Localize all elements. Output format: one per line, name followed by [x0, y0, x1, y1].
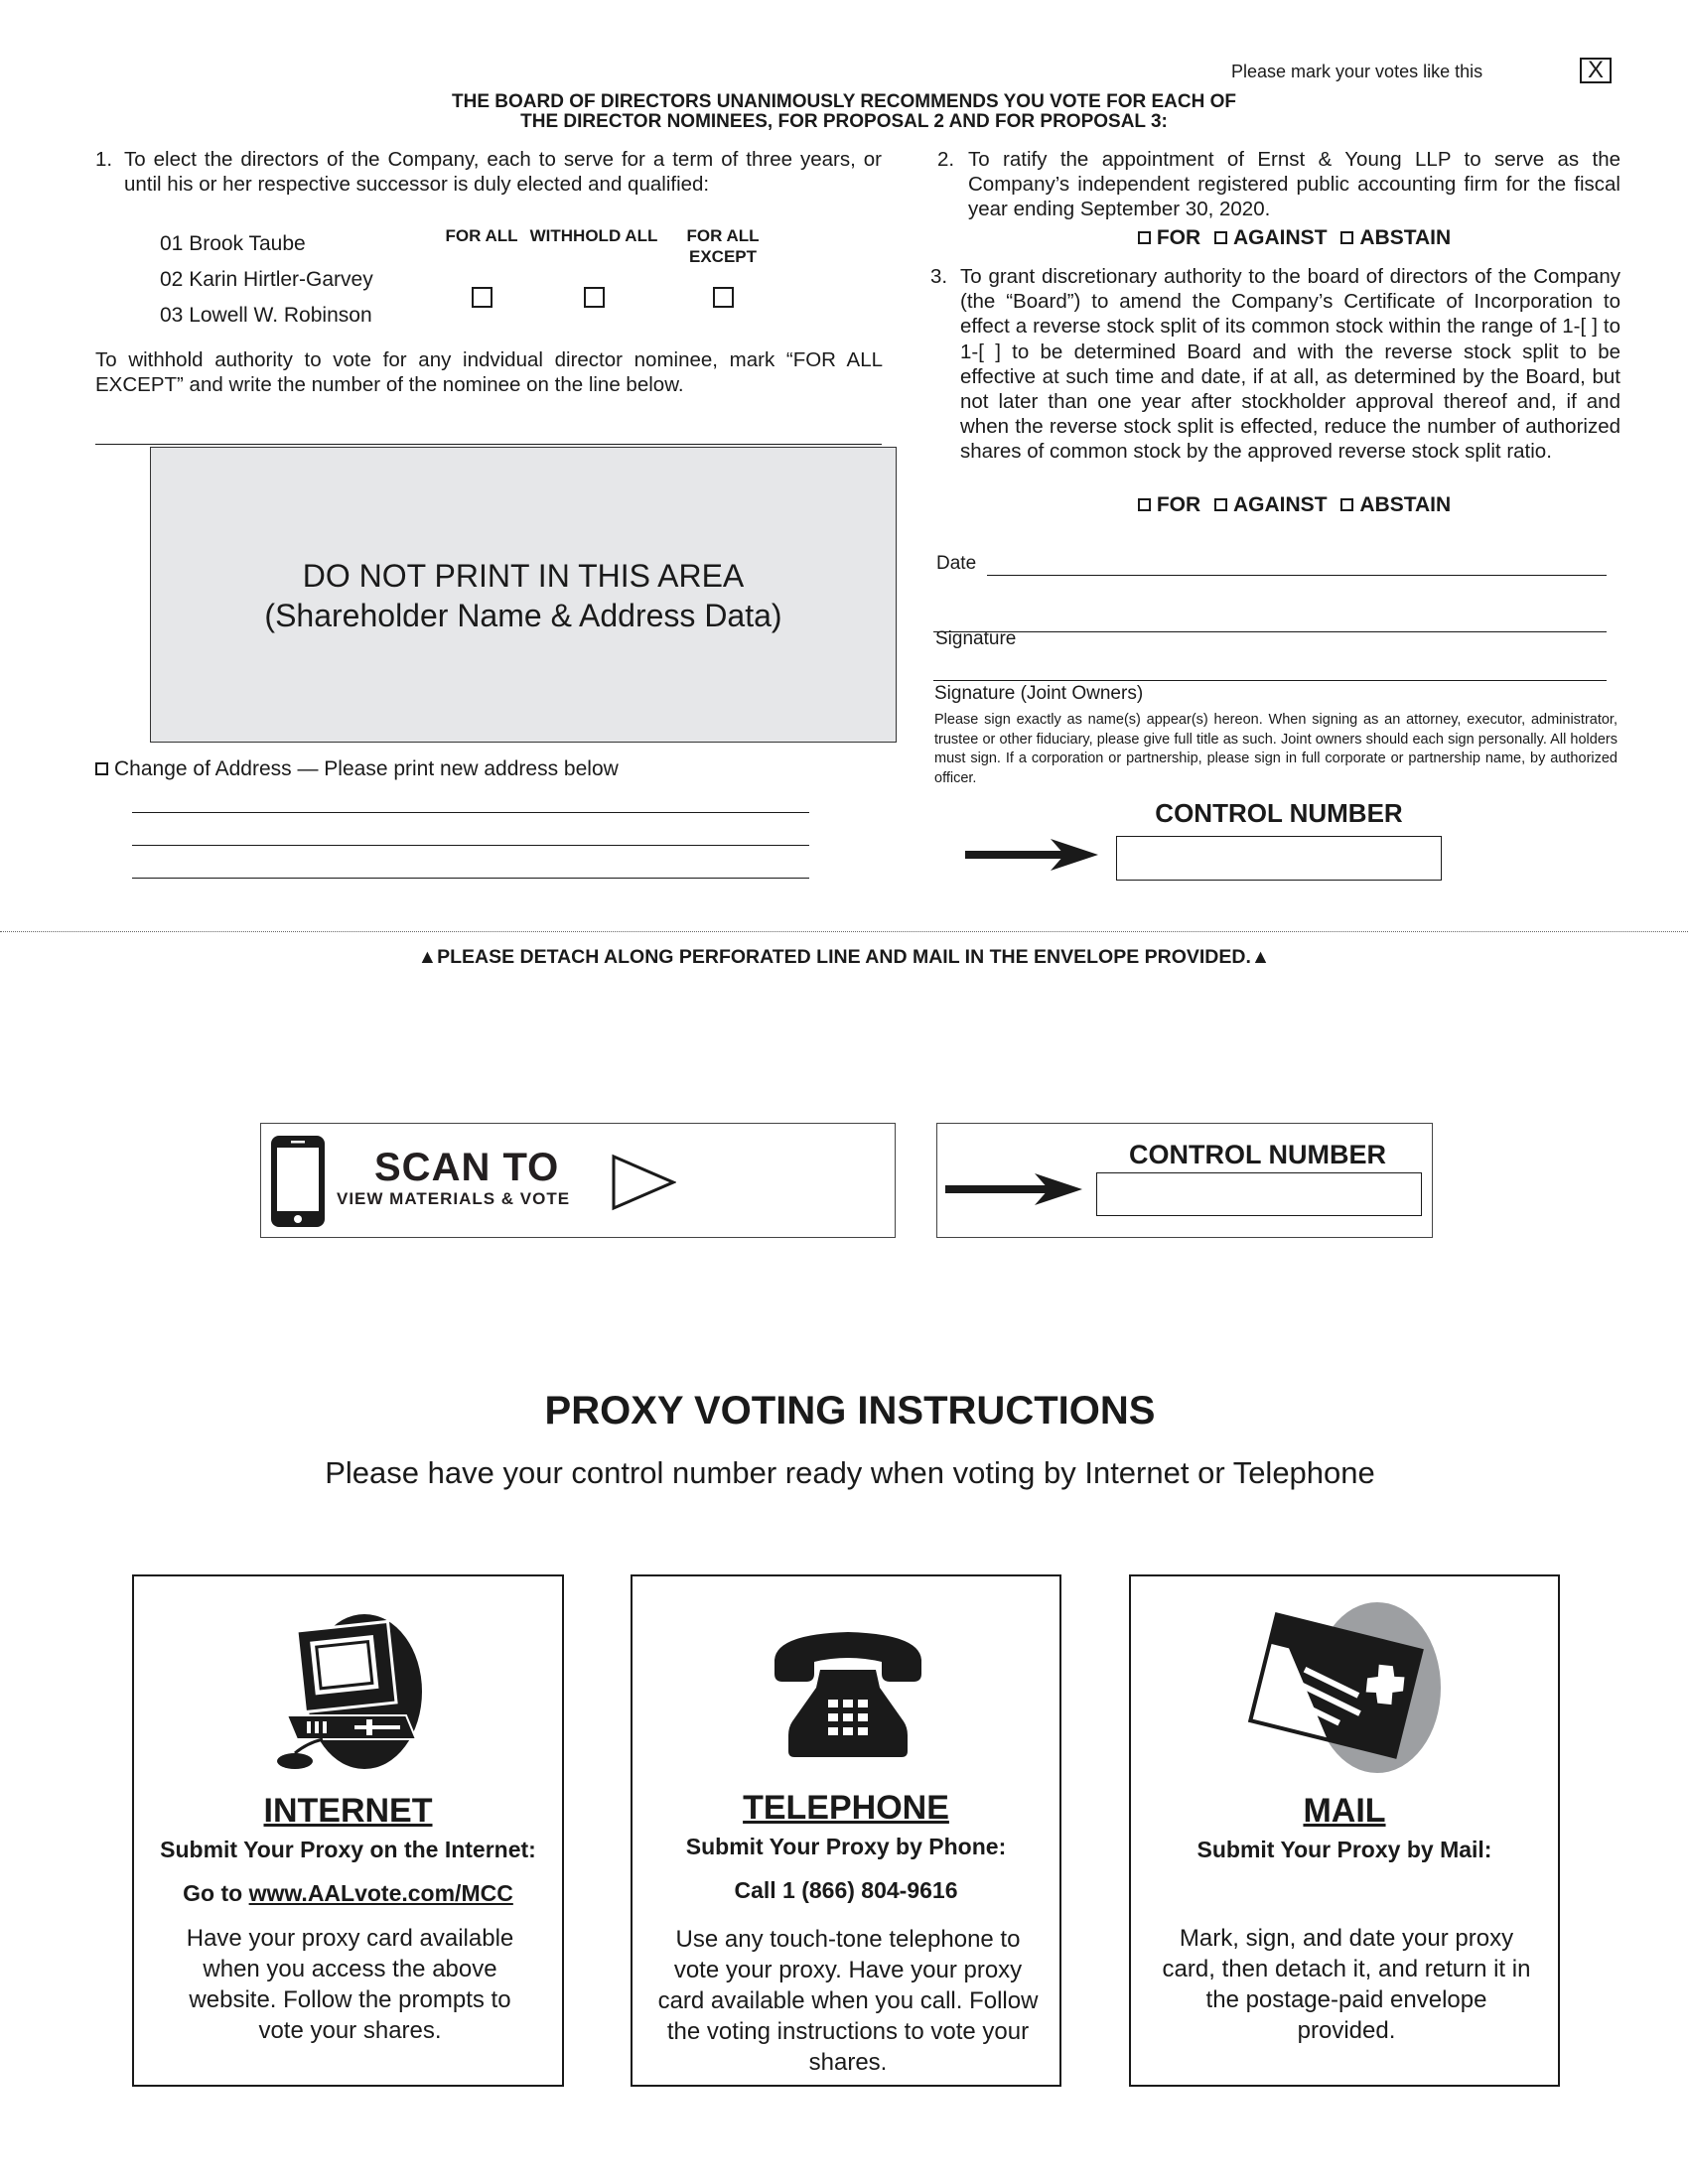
telephone-number[interactable]: Call 1 (866) 804-9616 — [734, 1877, 958, 1903]
internet-box — [132, 1574, 564, 2087]
triangle-up-icon: ▲ — [417, 946, 438, 968]
change-address-row[interactable] — [95, 757, 619, 781]
proposal-3-for[interactable] — [1138, 493, 1200, 516]
withhold-instructions: To withhold authority to vote for any indvidual director nominee, mark “FOR ALL EXCEPT” and write the number of the nominee on the line below. — [95, 348, 883, 396]
date-label: Date — [936, 553, 977, 574]
new-address-line-2[interactable] — [132, 845, 809, 846]
internet-go-to — [134, 1880, 562, 1907]
mail-envelope-icon — [1240, 1602, 1449, 1779]
proposal-2-abstain-checkbox[interactable] — [1340, 231, 1353, 244]
nominee-01: 01 Brook Taube — [160, 232, 306, 255]
smartphone-icon — [269, 1134, 327, 1229]
triangle-up-icon: ▲ — [1250, 946, 1271, 968]
mail-heading: MAIL — [1303, 1792, 1386, 1830]
internet-go-prefix: Go to — [183, 1880, 243, 1906]
scan-subtitle: VIEW MATERIALS & VOTE — [337, 1189, 571, 1208]
proposal-3-abstain-label: ABSTAIN — [1359, 493, 1452, 516]
play-triangle-icon — [611, 1154, 676, 1211]
proposal-2-text: To ratify the appointment of Ernst & Young LLP to serve as the Company’s independent registered public accounting firm for the fiscal year ending September 30, 2020. — [968, 148, 1620, 220]
nominee-02: 02 Karin Hirtler-Garvey — [160, 268, 373, 291]
change-address-checkbox[interactable] — [95, 762, 108, 775]
recommendation-line-2: THE DIRECTOR NOMINEES, FOR PROPOSAL 2 AND FOR PROPOSAL 3: — [520, 111, 1168, 132]
proposal-3-against[interactable] — [1214, 493, 1328, 516]
proposal-2-for-label: FOR — [1156, 226, 1201, 249]
arrow-right-icon — [965, 837, 1100, 873]
recommendation-line-1: THE BOARD OF DIRECTORS UNANIMOUSLY RECOMMENDS YOU VOTE FOR EACH OF — [452, 91, 1236, 112]
withhold-all-checkbox[interactable] — [584, 287, 605, 308]
shareholder-address-area — [150, 447, 897, 743]
proposal-2-abstain[interactable] — [1340, 226, 1451, 249]
internet-subheading: Submit Your Proxy on the Internet: — [160, 1837, 536, 1862]
proposal-2-against-label: AGAINST — [1233, 226, 1328, 249]
proposal-3-text: To grant discretionary authority to the board of directors of the Company (the “Board”) to amend the Company’s Certificate of Incorporation to effect a reverse stock split of its common stock within the range of 1-[ ] to 1-[ ] to be determined Board and with the reverse stock split to be effective at such time and date, if at all, as determined by the Board, but not later than one year after stockholder approval thereof and, if and when the reverse stock split is effected, reduce the number of authorized shares of common stock by the approved reverse stock split ratio. — [960, 265, 1620, 464]
perforated-line — [0, 931, 1688, 932]
joint-signature-line[interactable] — [933, 680, 1607, 681]
signing-instructions: Please sign exactly as name(s) appear(s) hereon. When signing as an attorney, executor, administrator, trustee or other fiduciary, please give full title as such. Joint owners should each sign personally. All holders must sign. If a corporation or partnership, please sign in full corporate or partnership name, by authorized officer. — [934, 712, 1618, 786]
arrow-right-icon — [945, 1171, 1084, 1207]
internet-heading: INTERNET — [263, 1792, 433, 1830]
mail-box — [1129, 1574, 1560, 2087]
signature-label: Signature — [935, 628, 1017, 649]
col-for-all: FOR ALL — [445, 226, 518, 245]
signature-line[interactable] — [933, 631, 1607, 632]
nominee-03: 03 Lowell W. Robinson — [160, 304, 372, 327]
proposal-2-for[interactable] — [1138, 226, 1200, 249]
date-line[interactable] — [987, 575, 1607, 576]
instructions-title: PROXY VOTING INSTRUCTIONS — [544, 1389, 1156, 1433]
proposal-3-against-checkbox[interactable] — [1214, 498, 1227, 511]
proposal-2-against[interactable] — [1214, 226, 1328, 249]
instructions-subtitle: Please have your control number ready when voting by Internet or Telephone — [325, 1455, 1375, 1490]
scan-title: SCAN TO — [374, 1146, 560, 1189]
proposal-2-number: 2. — [937, 148, 955, 171]
proposal-3-abstain-checkbox[interactable] — [1340, 498, 1353, 511]
internet-url-link[interactable]: www.AALvote.com/MCC — [248, 1880, 513, 1906]
proposal-2-options — [968, 226, 1620, 250]
proposal-3-for-label: FOR — [1156, 493, 1201, 516]
nominee-list — [160, 226, 373, 334]
proposal-3-options — [968, 493, 1620, 517]
recommendation-header — [0, 92, 1688, 132]
proposal-2-for-checkbox[interactable] — [1138, 231, 1151, 244]
control-number-label-top: CONTROL NUMBER — [1155, 798, 1403, 828]
internet-body: Have your proxy card available when you access the above website. Follow the prompts to vote your shares. — [186, 1925, 514, 2044]
computer-icon — [267, 1612, 426, 1771]
change-address-label: Change of Address — Please print new address below — [114, 757, 619, 780]
telephone-heading: TELEPHONE — [743, 1789, 949, 1827]
address-area-line-1: DO NOT PRINT IN THIS AREA — [302, 558, 745, 594]
col-withhold-all: WITHHOLD ALL — [529, 226, 658, 245]
proposal-3-against-label: AGAINST — [1233, 493, 1328, 516]
proposal-2-abstain-label: ABSTAIN — [1359, 226, 1452, 249]
col-for-all-except: FOR ALL EXCEPT — [686, 226, 760, 266]
nominee-exception-line[interactable] — [95, 444, 882, 445]
joint-signature-label: Signature (Joint Owners) — [934, 683, 1144, 704]
control-number-label-bottom: CONTROL NUMBER — [1129, 1140, 1386, 1169]
mail-body: Mark, sign, and date your proxy card, then detach it, and return it in the postage-paid envelope provided. — [1162, 1925, 1531, 2044]
for-all-except-checkbox[interactable] — [713, 287, 734, 308]
example-mark-box: X — [1580, 58, 1612, 83]
mail-subheading: Submit Your Proxy by Mail: — [1196, 1837, 1492, 1862]
new-address-line-1[interactable] — [132, 812, 809, 813]
mark-votes-text: Please mark your votes like this — [1231, 62, 1483, 81]
telephone-icon — [769, 1626, 927, 1759]
control-number-panel — [936, 1123, 1433, 1238]
proposal-3-number: 3. — [930, 265, 948, 288]
for-all-checkbox[interactable] — [472, 287, 492, 308]
telephone-box — [631, 1574, 1061, 2087]
scan-box[interactable] — [260, 1123, 896, 1238]
address-area-line-2: (Shareholder Name & Address Data) — [264, 598, 782, 633]
proposal-3-abstain[interactable] — [1340, 493, 1451, 516]
telephone-subheading: Submit Your Proxy by Phone: — [685, 1834, 1007, 1859]
new-address-line-3[interactable] — [132, 878, 809, 879]
detach-instructions — [0, 946, 1688, 969]
telephone-body: Use any touch-tone telephone to vote your proxy. Have your proxy card available when you call. Follow the voting instructions to vote your shares. — [657, 1926, 1039, 2076]
proposal-2-against-checkbox[interactable] — [1214, 231, 1227, 244]
detach-text: PLEASE DETACH ALONG PERFORATED LINE AND MAIL IN THE ENVELOPE PROVIDED. — [437, 946, 1251, 968]
proposal-1-number: 1. — [95, 148, 113, 171]
control-number-box-top — [1116, 836, 1442, 881]
control-number-box-bottom — [1096, 1172, 1422, 1216]
proposal-1-text: To elect the directors of the Company, each to serve for a term of three years, or until his or her respective successor is duly elected and qualified: — [124, 148, 882, 196]
proposal-3-for-checkbox[interactable] — [1138, 498, 1151, 511]
